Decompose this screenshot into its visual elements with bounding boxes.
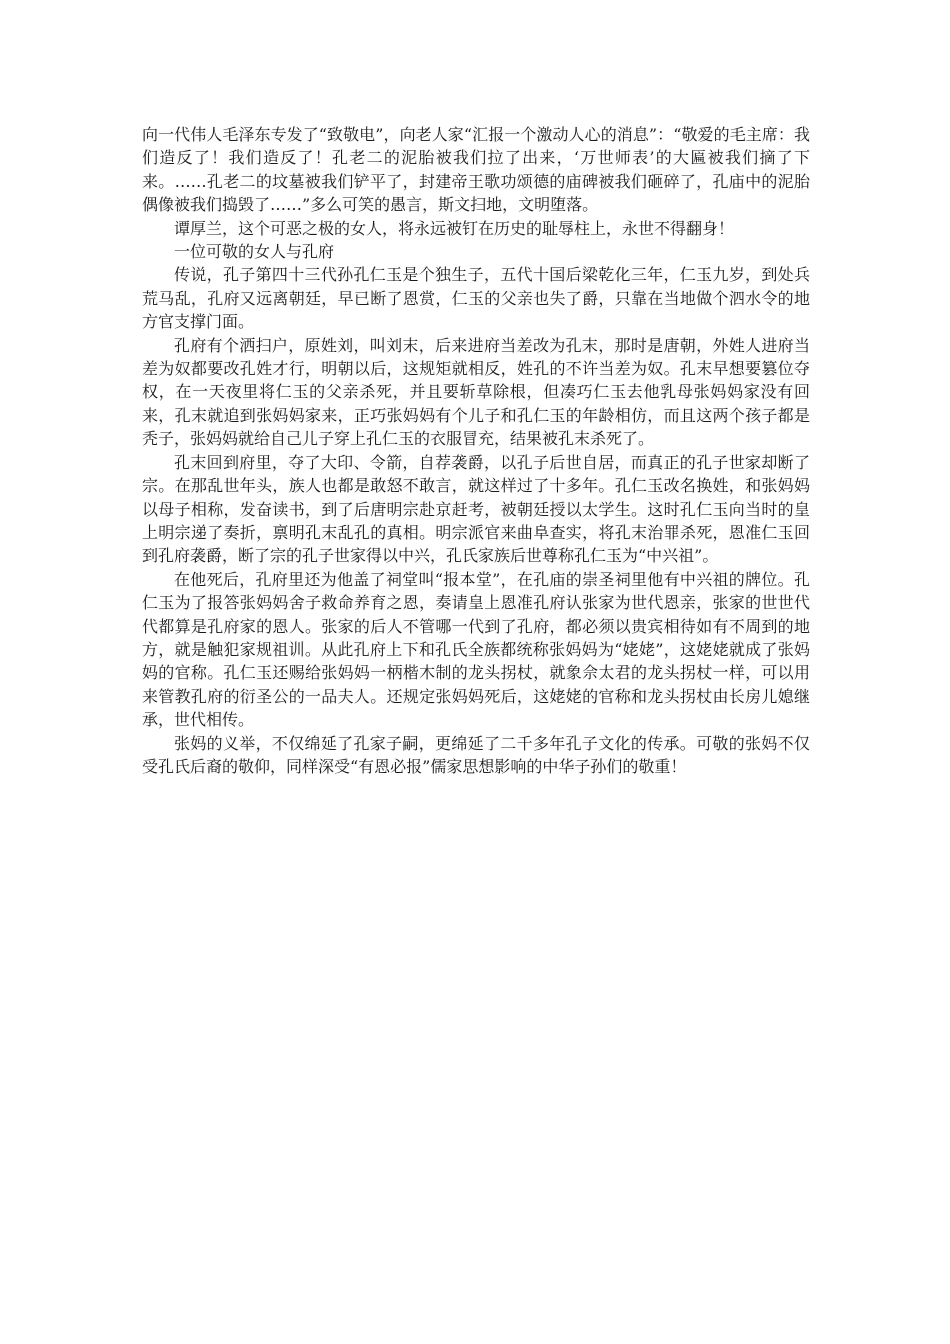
- paragraph-legend: 传说，孔子第四十三代孙孔仁玉是个独生子，五代十国后梁乾化三年，仁玉九岁，到处兵荒马乱，孔府又远离朝廷，早已断了恩赏，仁玉的父亲也失了爵，只靠在当地做个泗水令的地方官支撑门面。: [142, 265, 810, 332]
- document-body: [142, 123, 810, 778]
- paragraph-continuation: 向一代伟人毛泽东专发了“致敬电”，向老人家“汇报一个激动人心的消息”：“敬爱的毛主席：我们造反了！我们造反了！孔老二的泥胎被我们拉了出来，‘万世师表’的大匾被我们摘了下来。……孔老二的坟墓被我们铲平了，封建帝王歌功颂德的庙碑被我们砸碎了，孔庙中的泥胎偶像被我们捣毁了……”多么可笑的愚言，斯文扫地，文明堕落。: [142, 125, 810, 215]
- paragraph-tan-houlan: 谭厚兰，这个可恶之极的女人，将永远被钉在历史的耻辱柱上，永世不得翻身！: [174, 218, 735, 238]
- paragraph-kong-mo: 孔府有个洒扫户，原姓刘，叫刘末，后来进府当差改为孔末，那时是唐朝，外姓人进府当差为奴都要改孔姓才行，明朝以后，这规矩就相反，姓孔的不许当差为奴。孔末早想要篡位夺权，在一天夜里将仁玉的父亲杀死，并且要斩草除根，但凑巧仁玉去他乳母张妈妈家没有回来，孔末就追到张妈妈家来，正巧张妈妈有个儿子和孔仁玉的年龄相仿，而且这两个孩子都是秃子，张妈妈就给自己儿子穿上孔仁玉的衣服冒充，结果被孔末杀死了。: [142, 335, 810, 449]
- paragraph-return: 孔末回到府里，夺了大印、令箭，自荐袭爵，以孔子后世自居，而真正的孔子世家却断了宗。在那乱世年头，族人也都是敢怒不敢言，就这样过了十多年。孔仁玉改名换姓，和张妈妈以母子相称，发奋读书，到了后唐明宗赴京赶考，被朝廷授以太学生。这时孔仁玉向当时的皇上明宗递了奏折，禀明孔末乱孔的真相。明宗派官来曲阜查实，将孔末治罪杀死，恩准仁玉回到孔府袭爵，断了宗的孔子世家得以中兴，孔氏家族后世尊称孔仁玉为“中兴祖”。: [142, 452, 810, 566]
- section-heading: 一位可敬的女人与孔府: [174, 242, 335, 262]
- paragraph-conclusion: 张妈的义举，不仅绵延了孔家子嗣，更绵延了二千多年孔子文化的传承。可敬的张妈不仅受孔氏后裔的敬仰，同样深受“有恩必报”儒家思想影响的中华子孙们的敬重！: [142, 733, 810, 776]
- paragraph-baoben-hall: 在他死后，孔府里还为他盖了祠堂叫“报本堂”，在孔庙的崇圣祠里他有中兴祖的牌位。孔仁玉为了报答张妈妈舍子救命养育之恩，奏请皇上恩准孔府认张家为世代恩亲，张家的世世代代都算是孔府家的恩人。张家的后人不管哪一代到了孔府，都必须以贵宾相待如有不周到的地方，就是触犯家规祖训。从此孔府上下和孔氏全族都统称张妈妈为“姥姥”，这姥姥就成了张妈妈的官称。孔仁玉还赐给张妈妈一柄楷木制的龙头拐杖，就象佘太君的龙头拐杖一样，可以用来管教孔府的衍圣公的一品夫人。还规定张妈妈死后，这姥姥的官称和龙头拐杖由长房儿媳继承，世代相传。: [142, 569, 810, 730]
